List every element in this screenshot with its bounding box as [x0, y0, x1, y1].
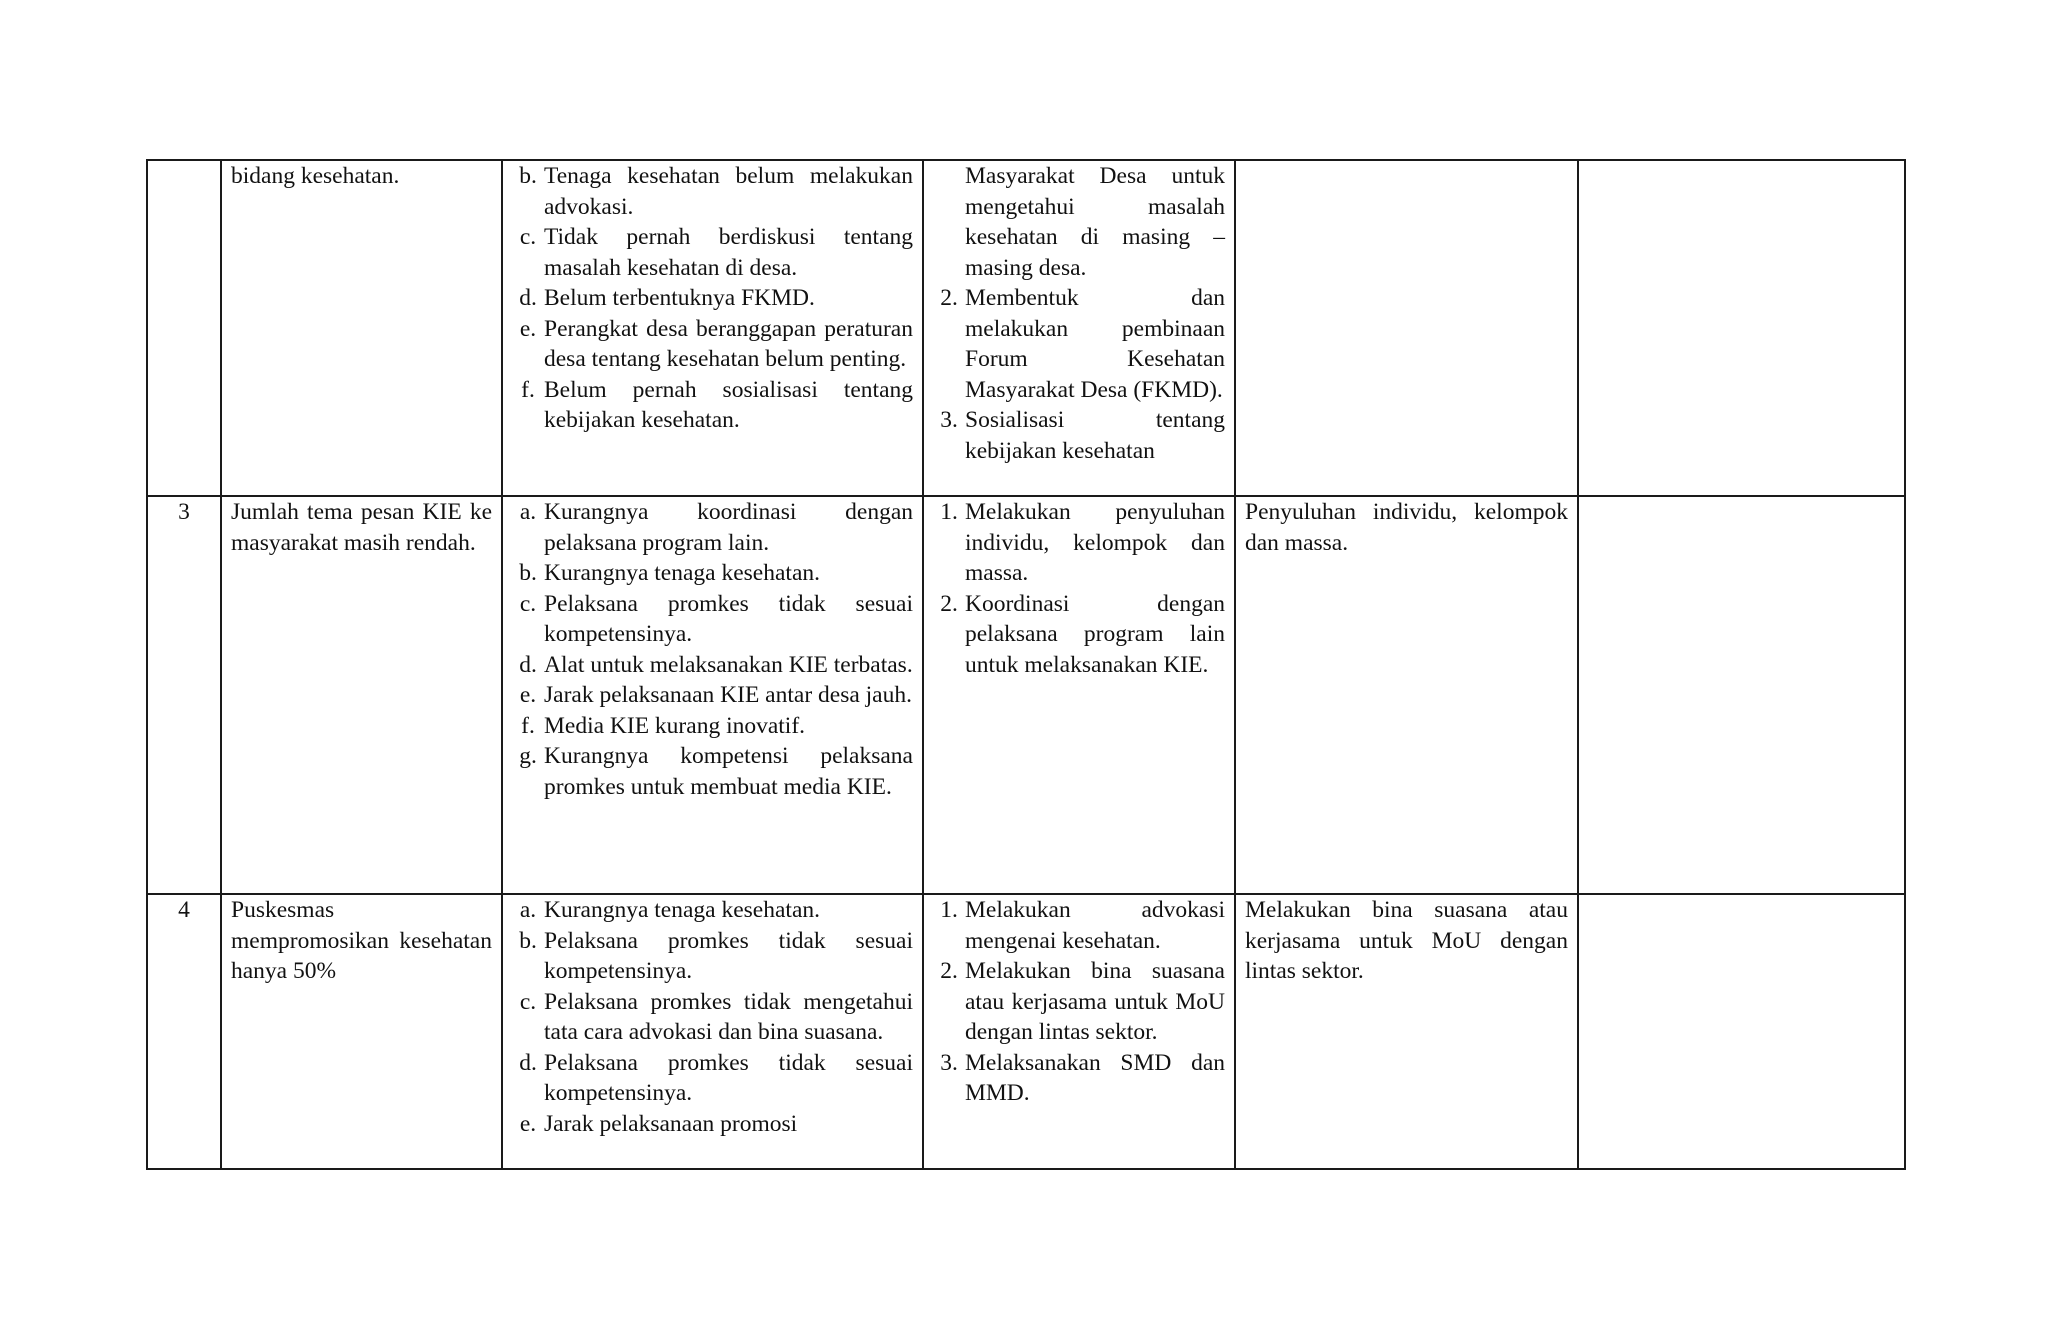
list-item-text: Kurangnya koordinasi dengan pelaksana program lain. — [544, 499, 913, 556]
cause-item — [512, 711, 913, 742]
list-item-text: Alat untuk melaksanakan KIE terbatas. — [544, 651, 913, 678]
list-marker: b. — [519, 560, 537, 586]
selected-solution-cell — [1235, 160, 1578, 496]
list-marker: 3. — [940, 407, 958, 433]
causes-list — [512, 161, 913, 436]
row-number-cell — [147, 160, 221, 496]
solutions-cell — [923, 160, 1235, 496]
list-marker: d. — [519, 285, 537, 311]
list-marker: e. — [519, 682, 537, 708]
table-row — [147, 894, 1905, 1169]
list-marker: c. — [519, 224, 537, 250]
list-marker: 1. — [940, 499, 958, 525]
solution-item — [933, 161, 1225, 283]
cause-item — [512, 161, 913, 222]
table-row — [147, 496, 1905, 894]
list-item-text: Melakukan bina suasana atau kerjasama untuk MoU dengan lintas sektor. — [965, 958, 1225, 1045]
list-marker: e. — [519, 315, 537, 342]
solution-item — [933, 283, 1225, 405]
list-marker: g. — [519, 743, 537, 769]
solution-item — [933, 497, 1225, 589]
list-item-text: Kurangnya tenaga kesehatan. — [544, 560, 820, 586]
list-item-text: Media KIE kurang inovatif. — [544, 712, 806, 739]
list-item-text: Koordinasi dengan pelaksana program lain untuk melaksanakan KIE. — [965, 590, 1225, 678]
list-item-text: Kurangnya tenaga kesehatan. — [544, 897, 820, 923]
solutions-cell — [923, 894, 1235, 1169]
list-item-text: Tidak pernah berdiskusi tentang masalah kesehatan di desa. — [544, 224, 913, 281]
solution-item — [933, 895, 1225, 956]
list-marker: c. — [519, 988, 537, 1015]
cause-item — [512, 650, 913, 681]
list-marker: 2. — [940, 590, 958, 617]
list-item-text: Pelaksana promkes tidak sesuai kompetensinya. — [544, 1049, 913, 1106]
cause-item — [512, 589, 913, 650]
cause-item — [512, 987, 913, 1048]
problem-cell: Puskesmas mempromosikan kesehatan hanya 50% — [221, 894, 502, 1169]
cause-item — [512, 1048, 913, 1109]
list-item-text: Belum terbentuknya FKMD. — [544, 285, 815, 311]
causes-cell — [502, 496, 923, 894]
list-item-text: Kurangnya kompetensi pelaksana promkes untuk membuat media KIE. — [544, 743, 913, 800]
problem-solution-table — [146, 159, 1906, 1170]
list-marker: 2. — [940, 958, 958, 984]
extra-cell — [1578, 496, 1905, 894]
solution-item — [933, 589, 1225, 681]
selected-solution-cell: Penyuluhan individu, kelompok dan massa. — [1235, 496, 1578, 894]
list-item-text: Melakukan penyuluhan individu, kelompok dan massa. — [965, 499, 1225, 586]
list-marker: a. — [519, 499, 537, 525]
selected-solution-cell: Melakukan bina suasana atau kerjasama untuk MoU dengan lintas sektor. — [1235, 894, 1578, 1169]
list-item-text: Belum pernah sosialisasi tentang kebijakan kesehatan. — [544, 376, 913, 433]
list-item-text: Membentuk dan melakukan pembinaan Forum Kesehatan Masyarakat Desa (FKMD). — [965, 285, 1225, 403]
list-marker: 3. — [940, 1049, 958, 1076]
problem-cell: Jumlah tema pesan KIE ke masyarakat masih rendah. — [221, 496, 502, 894]
causes-cell — [502, 160, 923, 496]
solutions-list — [933, 497, 1225, 680]
cause-item — [512, 926, 913, 987]
solutions-list — [933, 161, 1225, 466]
solutions-cell — [923, 496, 1235, 894]
table-row — [147, 160, 1905, 496]
list-marker: f. — [521, 376, 535, 403]
cause-item — [512, 741, 913, 802]
list-item-text: Tenaga kesehatan belum melakukan advokasi. — [544, 163, 913, 220]
solution-item — [933, 405, 1225, 466]
list-marker: d. — [519, 1049, 537, 1076]
causes-list — [512, 497, 913, 802]
cause-item — [512, 558, 913, 589]
list-marker: a. — [519, 897, 537, 923]
list-item-text: Pelaksana promkes tidak mengetahui tata cara advokasi dan bina suasana. — [544, 988, 913, 1045]
row-number-cell: 4 — [147, 894, 221, 1169]
solutions-list — [933, 895, 1225, 1109]
list-marker: b. — [519, 163, 537, 189]
table-body — [147, 160, 1905, 1169]
list-item-text: Melakukan advokasi mengenai kesehatan. — [965, 897, 1225, 954]
solution-item — [933, 1048, 1225, 1109]
cause-item — [512, 314, 913, 375]
list-marker: b. — [519, 927, 537, 954]
list-marker: f. — [521, 712, 535, 739]
list-item-text: Jarak pelaksanaan KIE antar desa jauh. — [544, 682, 912, 708]
causes-list — [512, 895, 913, 1139]
cause-item — [512, 497, 913, 558]
list-item-text: Masyarakat Desa untuk mengetahui masalah kesehatan di masing – masing desa. — [965, 163, 1225, 281]
list-item-text: Jarak pelaksanaan promosi — [544, 1110, 798, 1137]
cause-item — [512, 895, 913, 926]
list-item-text: Pelaksana promkes tidak sesuai kompetensinya. — [544, 927, 913, 984]
list-item-text: Perangkat desa beranggapan peraturan desa tentang kesehatan belum penting. — [544, 315, 913, 372]
cause-item — [512, 1109, 913, 1140]
list-marker: 1. — [940, 897, 958, 923]
cause-item — [512, 375, 913, 436]
list-item-text: Melaksanakan SMD dan MMD. — [965, 1049, 1225, 1106]
problem-cell: bidang kesehatan. — [221, 160, 502, 496]
row-number-cell: 3 — [147, 496, 221, 894]
list-marker: e. — [519, 1110, 537, 1137]
solution-item — [933, 956, 1225, 1048]
list-marker: 2. — [940, 285, 958, 311]
list-marker: d. — [519, 651, 537, 678]
extra-cell — [1578, 160, 1905, 496]
causes-cell — [502, 894, 923, 1169]
cause-item — [512, 283, 913, 314]
list-item-text: Sosialisasi tentang kebijakan kesehatan — [965, 407, 1225, 464]
extra-cell — [1578, 894, 1905, 1169]
cause-item — [512, 680, 913, 711]
list-item-text: Pelaksana promkes tidak sesuai kompetensinya. — [544, 590, 913, 647]
list-marker: c. — [519, 590, 537, 617]
cause-item — [512, 222, 913, 283]
